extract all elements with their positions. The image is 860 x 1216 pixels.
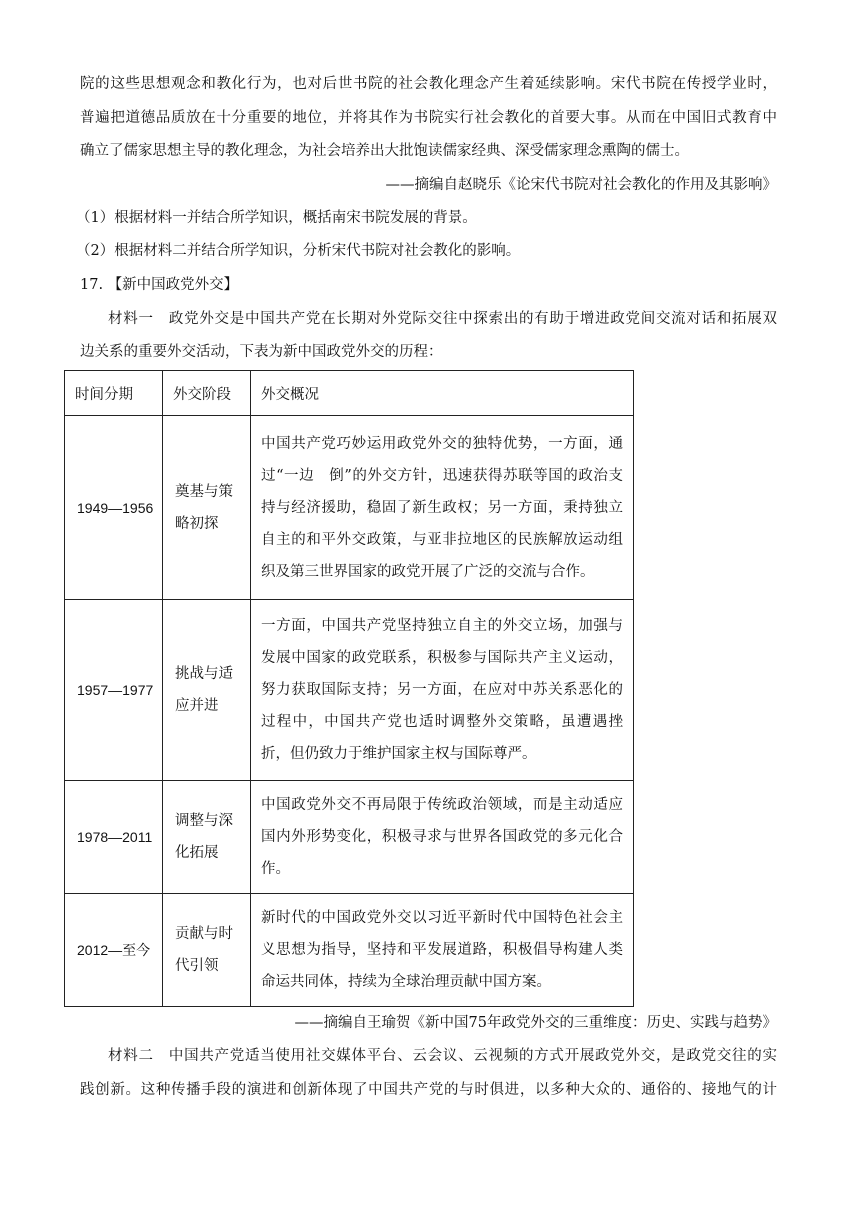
stage-line: 化拓展 [175, 845, 219, 861]
table-header-period: 时间分期 [65, 371, 163, 416]
question-2: （2）根据材料二并结合所学知识，分析宋代书院对社会教化的影响。 [76, 243, 521, 259]
section-heading: 17. 【新中国政党外交】 [80, 277, 239, 293]
overview-cell: 中国共产党巧妙运用政党外交的独特优势，一方面，通过“一边 倒”的外交方针，迅速获得苏联等国的政治支持与经济援助，稳固了新生政权；另一方面，秉持独立自主的和平外交政策，与亚非拉地区的民族解放运动组织及第三世界国家的政党开展了广泛的交流与合作。 [251, 416, 634, 600]
period-cell: 1978—2011 [65, 781, 163, 894]
stage-cell [163, 416, 251, 600]
table-header-stage: 外交阶段 [163, 371, 251, 416]
overview-cell: 新时代的中国政党外交以习近平新时代中国特色社会主义思想为指导，坚持和平发展道路，积极倡导构建人类命运共同体，持续为全球治理贡献中国方案。 [251, 894, 634, 1007]
paragraph-line: 普遍把道德品质放在十分重要的地位，并将其作为书院实行社会教化的首要大事。从而在中国旧式教育中 [80, 110, 777, 126]
period-cell: 2012—至今 [65, 894, 163, 1007]
table-row [65, 416, 634, 600]
table-row [65, 781, 634, 894]
material-two-line: 践创新。这种传播手段的演进和创新体现了中国共产党的与时俱进，以多种大众的、通俗的、接地气的计 [80, 1082, 777, 1098]
stage-line: 奠基与策 [175, 483, 233, 500]
table-row [65, 600, 634, 781]
material-one-line: 边关系的重要外交活动，下表为新中国政党外交的历程： [80, 344, 443, 360]
table-row [65, 894, 634, 1007]
paragraph-line: 院的这些思想观念和教化行为，也对后世书院的社会教化理念产生着延续影响。宋代书院在传授学业时， [80, 76, 777, 92]
stage-line: 贡献与时 [175, 926, 233, 942]
stage-cell [163, 600, 251, 781]
overview-cell: 一方面，中国共产党坚持独立自主的外交立场，加强与发展中国家的政党联系，积极参与国际共产主义运动，努力获取国际支持；另一方面，在应对中苏关系恶化的过程中，中国共产党也适时调整外交策略，虽遭遇挫折，但仍致力于维护国家主权与国际尊严。 [251, 600, 634, 781]
overview-cell: 中国政党外交不再局限于传统政治领域，而是主动适应国内外形势变化，积极寻求与世界各国政党的多元化合作。 [251, 781, 634, 894]
diplomacy-history-table [64, 370, 634, 1007]
material-one-line: 材料一 政党外交是中国共产党在长期对外党际交往中探索出的有助于增进政党间交流对话和拓展双 [108, 311, 777, 327]
source-citation: ——摘编自王瑜贺《新中国75年政党外交的三重维度：历史、实践与趋势》 [294, 1015, 777, 1031]
table-header-row [65, 371, 634, 416]
question-1: （1）根据材料一并结合所学知识，概括南宋书院发展的背景。 [76, 210, 477, 226]
stage-cell [163, 894, 251, 1007]
period-cell: 1957—1977 [65, 600, 163, 781]
stage-line: 应并进 [175, 698, 219, 714]
material-two-line: 材料二 中国共产党适当使用社交媒体平台、云会议、云视频的方式开展政党外交，是政党交往的实 [108, 1048, 777, 1064]
stage-line: 挑战与适 [175, 666, 233, 682]
stage-cell [163, 781, 251, 894]
stage-line: 调整与深 [175, 813, 233, 829]
stage-line: 代引领 [175, 958, 219, 974]
source-citation: ——摘编自赵晓乐《论宋代书院对社会教化的作用及其影响》 [385, 177, 777, 193]
table-header-overview: 外交概况 [251, 371, 634, 416]
paragraph-line: 确立了儒家思想主导的教化理念，为社会培养出大批饱读儒家经典、深受儒家理念熏陶的儒士。 [80, 143, 689, 159]
stage-line: 略初探 [175, 515, 219, 532]
period-cell: 1949—1956 [65, 416, 163, 600]
